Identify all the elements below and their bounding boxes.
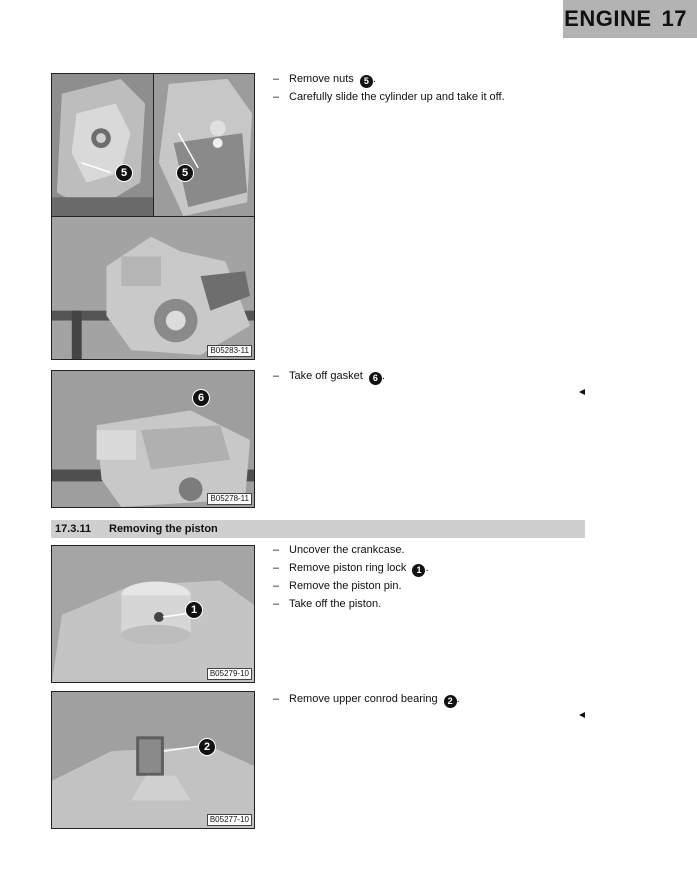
figure-label: B05278-11	[207, 493, 252, 505]
engine-photo-graphic	[52, 546, 254, 682]
callout-badge-6: 6	[369, 372, 382, 385]
figure-label: B05283-11	[207, 345, 252, 357]
step-remove-ring-lock: – Remove piston ring lock 1 .	[273, 559, 429, 577]
callout-5: 5	[176, 164, 194, 182]
step-slide-cylinder: – Carefully slide the cylinder up and take it off.	[273, 88, 505, 106]
photo-piston	[51, 545, 255, 683]
step-remove-conrod-bearing: – Remove upper conrod bearing 2 .	[273, 690, 460, 708]
section-title: Removing the piston	[109, 523, 218, 535]
callout-5: 5	[115, 164, 133, 182]
photo-conrod-bearing	[51, 691, 255, 829]
photo-cylinder-overview	[51, 216, 255, 360]
chapter-title: ENGINE	[564, 6, 652, 31]
step-uncover-crankcase: – Uncover the crankcase.	[273, 541, 429, 559]
engine-photo-graphic	[52, 74, 153, 216]
engine-photo-graphic	[52, 217, 254, 359]
callout-1: 1	[185, 601, 203, 619]
end-of-procedure-icon	[579, 712, 585, 718]
section-header	[51, 520, 585, 538]
callout-badge-5: 5	[360, 75, 373, 88]
cylinder-steps	[273, 70, 505, 106]
step-remove-nuts: – Remove nuts 5 .	[273, 70, 505, 88]
engine-photo-graphic	[52, 692, 254, 828]
photo-cylinder-nuts-left	[51, 73, 154, 217]
step-take-off-gasket: – Take off gasket 6 .	[273, 367, 385, 385]
gasket-steps	[273, 367, 385, 385]
callout-badge-1: 1	[412, 564, 425, 577]
chapter-number: 17	[661, 6, 687, 31]
callout-6: 6	[192, 389, 210, 407]
engine-photo-graphic	[52, 371, 254, 507]
engine-photo-graphic	[154, 74, 254, 216]
section-number: 17.3.11	[55, 523, 92, 535]
chapter-header	[563, 0, 697, 38]
step-remove-piston-pin: – Remove the piston pin.	[273, 577, 429, 595]
bearing-steps	[273, 690, 460, 708]
figure-label: B05277-10	[207, 814, 252, 826]
piston-steps	[273, 541, 429, 613]
photo-gasket	[51, 370, 255, 508]
step-take-off-piston: – Take off the piston.	[273, 595, 429, 613]
callout-2: 2	[198, 738, 216, 756]
end-of-procedure-icon	[579, 389, 585, 395]
photo-cylinder-nuts-right	[153, 73, 255, 217]
figure-label: B05279-10	[207, 668, 252, 680]
callout-badge-2: 2	[444, 695, 457, 708]
